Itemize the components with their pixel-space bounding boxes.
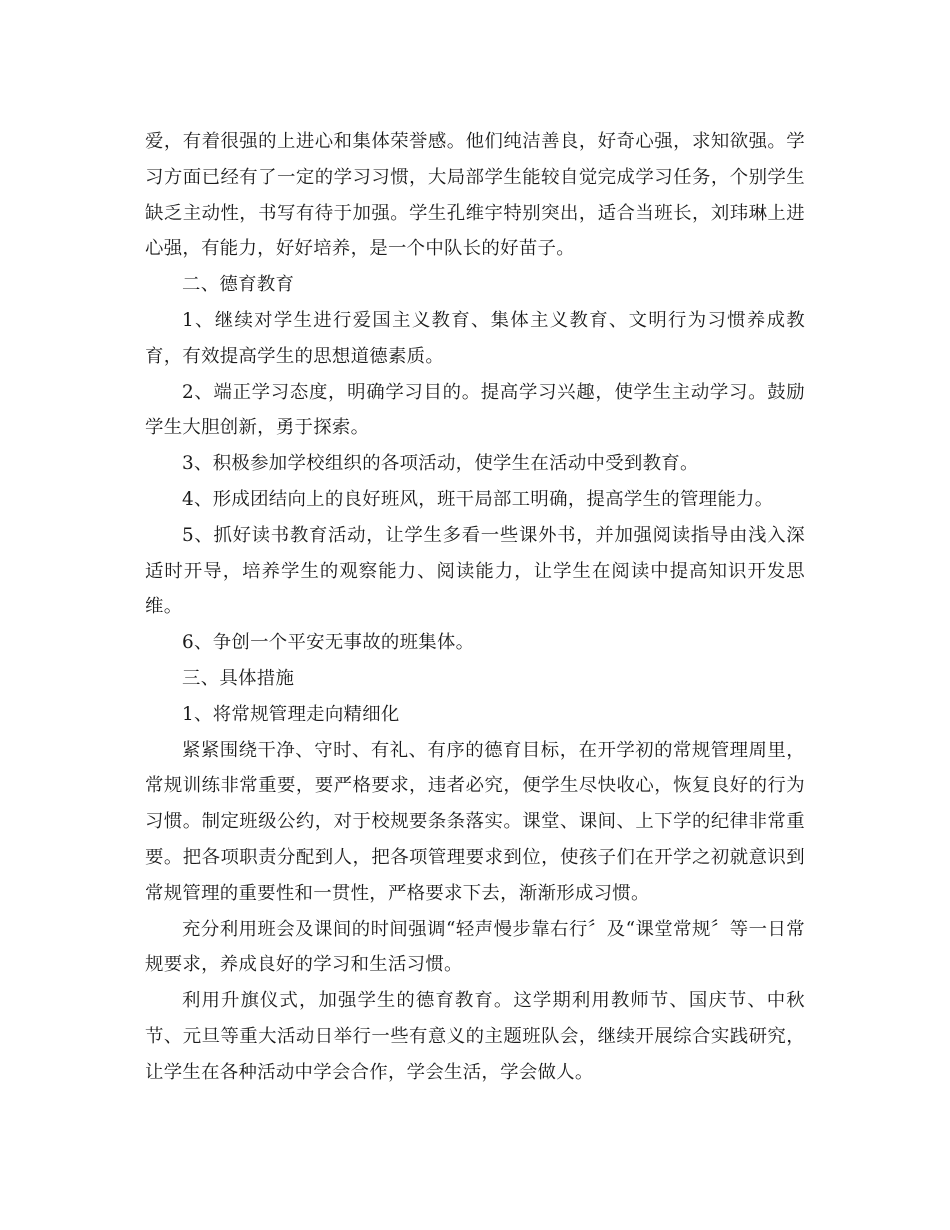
document-body <box>145 124 805 1091</box>
paragraph-routine-details: 紧紧围绕干净、守时、有礼、有序的德育目标，在开学初的常规管理周里，常规训练非常重要，要严格要求，违者必究，便学生尽快收心，恢复良好的行为习惯。制定班级公约，对于校规要条条落实。课堂、课间、上下学的纪律非常重要。把各项职责分配到人，把各项管理要求到位，使孩子们在开学之初就意识到常规管理的重要性和一贯性，严格要求下去，渐渐形成习惯。 <box>145 739 805 904</box>
list-item-5: 5、抓好读书教育活动，让学生多看一些课外书，并加强阅读指导由浅入深适时开导，培养学生的观察能力、阅读能力，让学生在阅读中提高知识开发思维。 <box>145 524 805 618</box>
paragraph-class-meetings: 充分利用班会及课间的时间强调“轻声慢步靠右行〞及“课堂常规〞等一日常规要求，养成良好的学习和生活习惯。 <box>145 918 805 976</box>
paragraph-flag-ceremony: 利用升旗仪式，加强学生的德育教育。这学期利用教师节、国庆节、中秋节、元旦等重大活动日举行一些有意义的主题班队会，继续开展综合实践研究，让学生在各种活动中学会合作，学会生活，学会做人。 <box>145 990 805 1083</box>
subheading-routine-management: 1、将常规管理走向精细化 <box>182 703 400 725</box>
list-item-1: 1、继续对学生进行爱国主义教育、集体主义教育、文明行为习惯养成教育，有效提高学生的思想道德素质。 <box>145 309 805 367</box>
list-item-2: 2、端正学习态度，明确学习目的。提高学习兴趣，使学生主动学习。鼓励学生大胆创新，勇于探索。 <box>145 381 805 439</box>
heading-specific-measures: 三、具体措施 <box>182 667 295 689</box>
heading-moral-education: 二、德育教育 <box>182 274 295 296</box>
list-item-3: 3、积极参加学校组织的各项活动，使学生在活动中受到教育。 <box>182 453 699 475</box>
paragraph-student-overview: 爱，有着很强的上进心和集体荣誉感。他们纯洁善良，好奇心强，求知欲强。学习方面已经有了一定的学习习惯，大局部学生能较自觉完成学习任务，个别学生缺乏主动性，书写有待于加强。学生孔维宇特别突出，适合当班长，刘玮琳上进心强，有能力，好好培养，是一个中队长的好苗子。 <box>145 131 805 260</box>
list-item-6: 6、争创一个平安无事故的班集体。 <box>182 632 475 654</box>
list-item-4: 4、形成团结向上的良好班风，班干局部工明确，提高学生的管理能力。 <box>182 488 774 510</box>
